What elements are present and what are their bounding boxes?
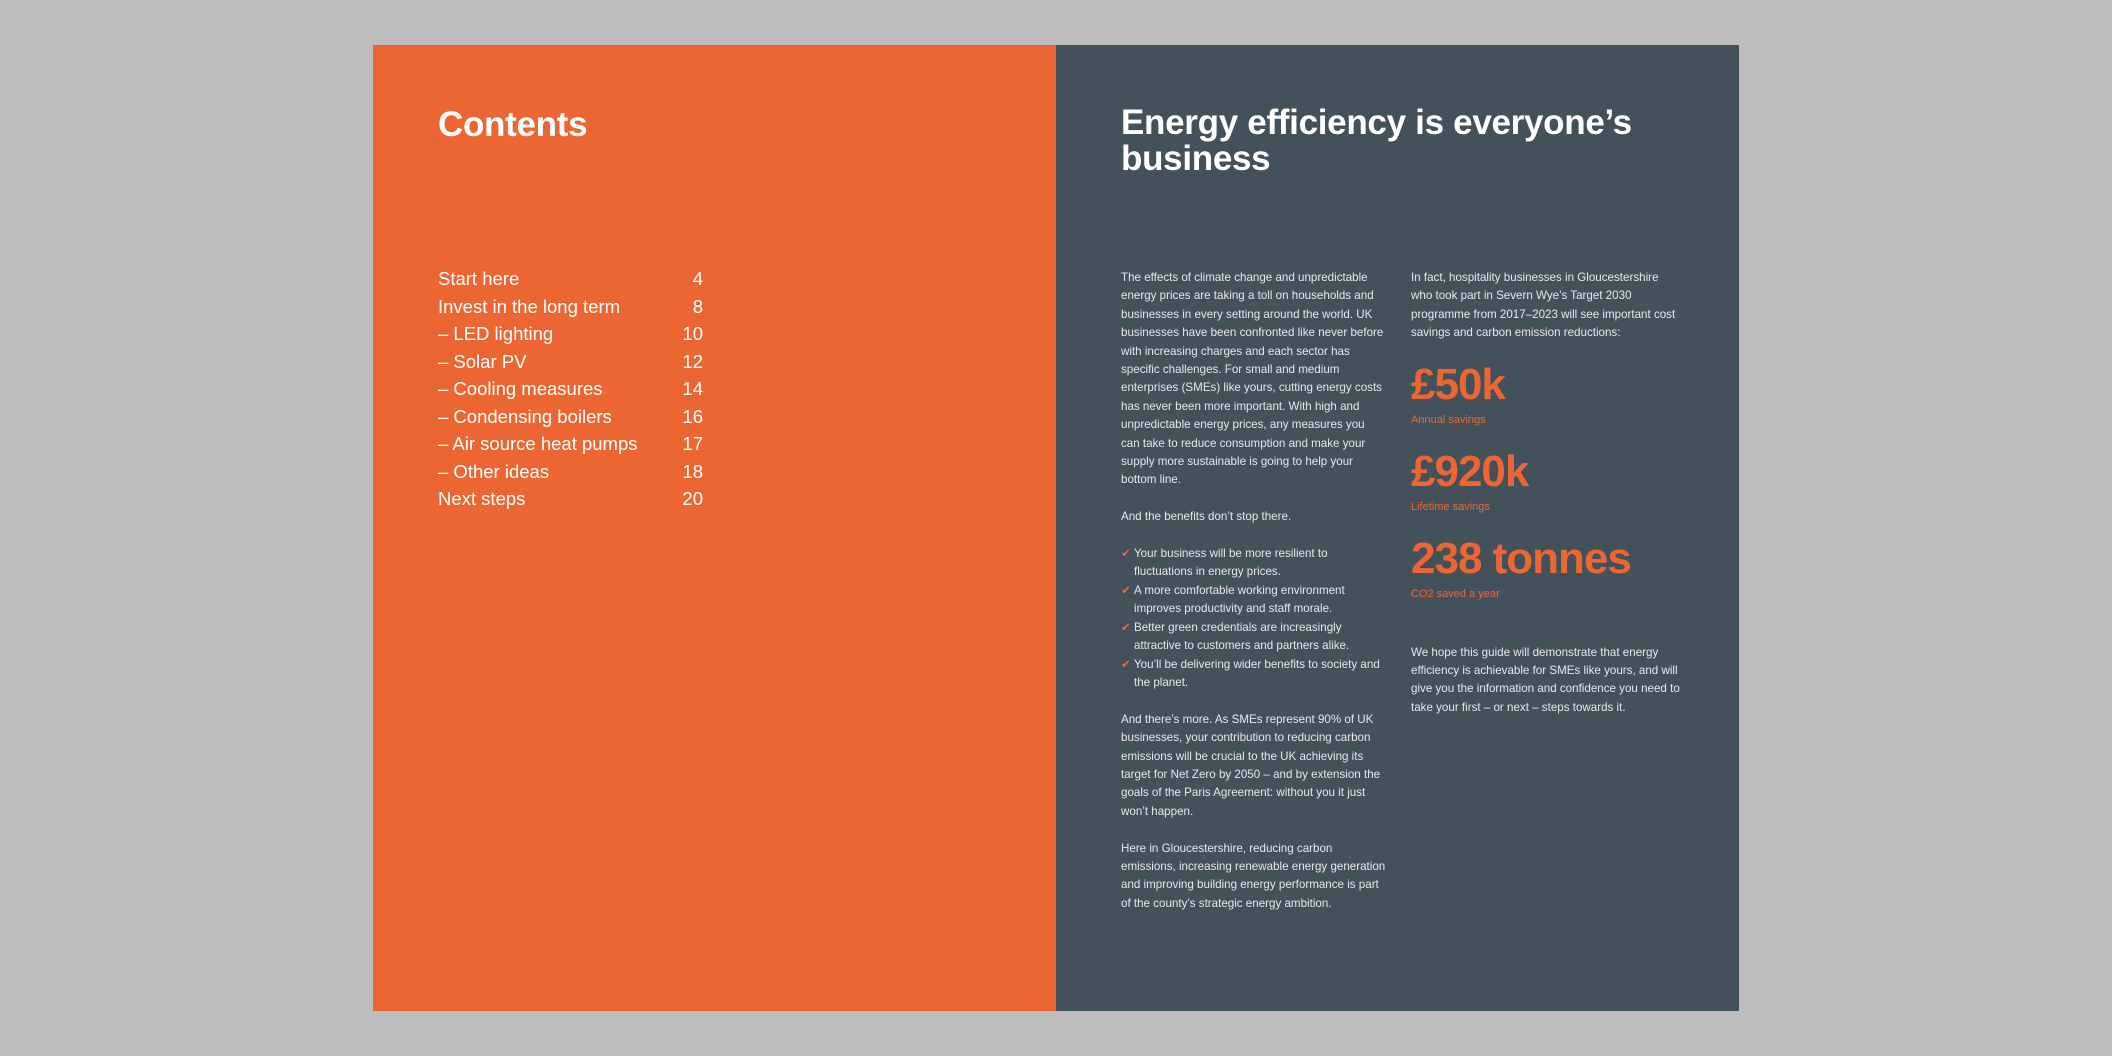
benefit-text: Better green credentials are increasingly attractive to customers and partners alike. [1134, 620, 1350, 653]
toc-item[interactable] [438, 293, 703, 321]
toc-page-number: 8 [692, 295, 703, 317]
toc-label: – Solar PV [438, 350, 527, 372]
toc-page-number: 18 [682, 460, 703, 482]
toc-page-number: 10 [682, 323, 703, 344]
toc-item[interactable] [438, 265, 703, 293]
paragraph-gap [1121, 821, 1386, 839]
checkmark-icon: ✔ [1121, 583, 1131, 597]
results-intro: In fact, hospitality businesses in Gloucestershire who took part in Severn Wye’s Target 2030 programme from 2017–2023 will see important cost savings and carbon emission reductions: [1411, 271, 1676, 340]
stat-label: CO2 saved a year [1411, 587, 1500, 600]
toc-page-number: 12 [682, 350, 703, 372]
paragraph-gap [1121, 692, 1386, 710]
toc-label: – Condensing boilers [438, 405, 612, 427]
stat-annual-savings [1411, 360, 1681, 430]
stat-label: Annual savings [1411, 413, 1486, 426]
table-of-contents [438, 265, 703, 513]
benefits-lead: And the benefits don’t stop there. [1121, 510, 1292, 524]
toc-page-number: 4 [692, 268, 703, 289]
list-item [1121, 619, 1386, 656]
closing-paragraph: We hope this guide will demonstrate that energy efficiency is achievable for SMEs like yours, and will give you the information and confidence you need to take your first – or next – steps towards it. [1411, 645, 1680, 714]
stat-value: 238 tonnes [1411, 533, 1631, 583]
toc-item[interactable] [438, 430, 703, 458]
toc-item[interactable] [438, 348, 703, 376]
contents-page [373, 45, 1056, 1011]
toc-item[interactable] [438, 320, 703, 348]
checkmark-icon: ✔ [1121, 547, 1131, 561]
toc-item[interactable] [438, 458, 703, 486]
paragraph-gap [1121, 527, 1386, 545]
toc-page-number: 16 [682, 405, 703, 427]
intro-paragraph: The effects of climate change and unpredictable energy prices are taking a toll on households and businesses in every setting around the world. UK businesses have been confronted like never before with increasing charges and each sector has specific challenges. For small and medium enterprises (SMEs) like yours, cutting energy costs has never been more important. With high and unpredictable energy prices, any measures you can take to reduce consumption and make your supply more sustainable is going to help your bottom line. [1121, 271, 1384, 487]
toc-label: Invest in the long term [438, 295, 621, 317]
stat-value: £920k [1411, 446, 1529, 496]
toc-item[interactable] [438, 485, 703, 513]
contents-title: Contents [438, 105, 588, 144]
checkmark-icon: ✔ [1121, 657, 1131, 671]
benefit-text: You’ll be delivering wider benefits to society and the planet. [1134, 657, 1380, 689]
toc-label: – LED lighting [438, 323, 554, 344]
list-item [1121, 656, 1386, 693]
toc-page-number: 14 [682, 378, 703, 399]
smes-paragraph: And there’s more. As SMEs represent 90% of UK businesses, your contribution to reducing carbon emissions will be crucial to the UK achieving its target for Net Zero by 2050 – and by extension the goals of the Paris Agreement: without you it just won’t happen. [1121, 712, 1381, 818]
list-item [1121, 582, 1386, 619]
body-column-right [1411, 269, 1681, 717]
benefit-text: Your business will be more resilient to fluctuations in energy prices. [1134, 547, 1328, 579]
list-item [1121, 545, 1386, 582]
paragraph-gap [1121, 490, 1386, 508]
gloucestershire-paragraph: Here in Gloucestershire, reducing carbon emissions, increasing renewable energy generation and improving building energy performance is part of the county’s strategic energy ambition. [1121, 841, 1386, 910]
toc-label: – Cooling measures [438, 378, 603, 399]
stat-co2-saved [1411, 534, 1681, 604]
stat-value: £50k [1411, 359, 1505, 409]
toc-item[interactable] [438, 375, 703, 403]
toc-label: Next steps [438, 488, 526, 509]
body-column-left [1121, 269, 1386, 913]
toc-item[interactable] [438, 403, 703, 431]
page-title: Energy efficiency is everyone’s business [1121, 103, 1632, 178]
brochure-spread [373, 45, 1739, 1011]
toc-label: – Other ideas [438, 460, 550, 482]
intro-page [1056, 45, 1739, 1011]
stat-lifetime-savings [1411, 447, 1681, 517]
toc-label: Start here [438, 268, 520, 289]
benefit-text: A more comfortable working environment improves productivity and staff morale. [1134, 583, 1345, 616]
toc-label: – Air source heat pumps [438, 433, 638, 454]
benefits-list [1121, 545, 1386, 692]
stat-label: Lifetime savings [1411, 500, 1490, 513]
checkmark-icon: ✔ [1121, 620, 1131, 634]
toc-page-number: 20 [682, 488, 703, 509]
toc-page-number: 17 [682, 433, 703, 454]
